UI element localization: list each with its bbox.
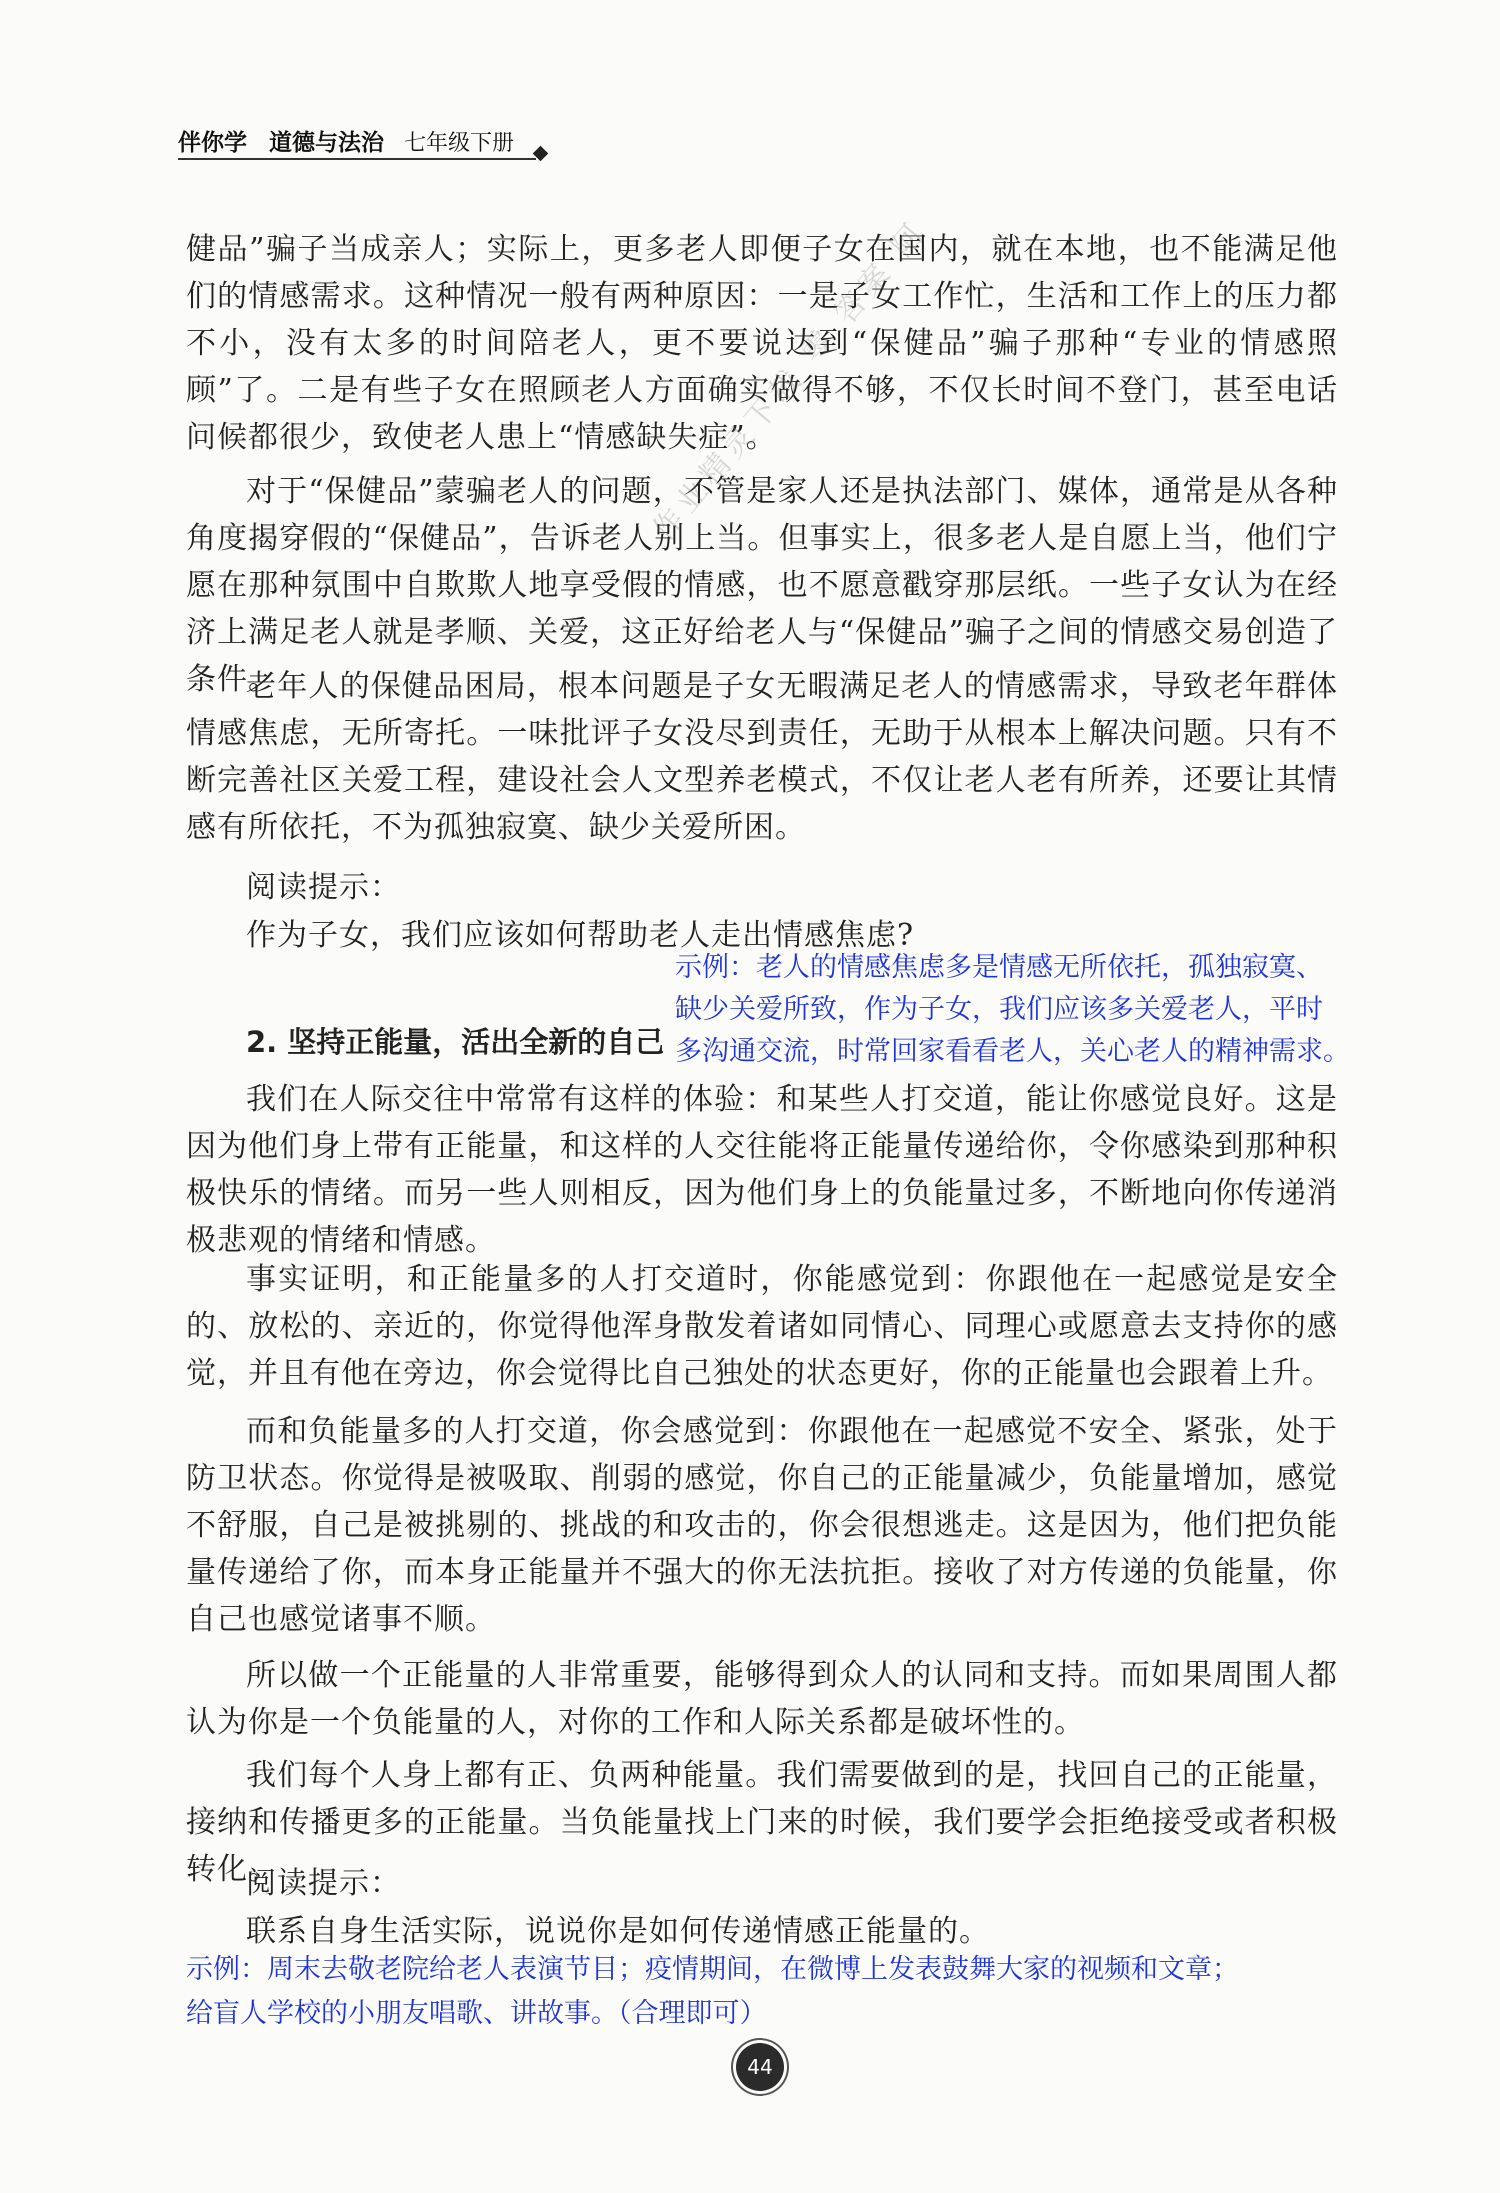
grade-name: 七年级下册 xyxy=(404,131,515,156)
watermark: 作业精灵下载 零 答案 阿 xyxy=(646,213,935,548)
answer-1-line-1: 示例：老人的情感焦虑多是情感无所依托，孤独寂寞、 xyxy=(675,952,1323,983)
page-number: 44 xyxy=(736,2043,784,2091)
section-heading-2: 2. 坚持正能量，活出全新的自己 xyxy=(246,1025,665,1059)
answer-2-line-2: 给盲人学校的小朋友唱歌、讲故事。（合理即可） xyxy=(186,1998,767,2029)
paragraph-2: 对于“保健品”蒙骗老人的问题，不管是家人还是执法部门、媒体，通常是从各种角度揭穿假的“保健品”，告诉老人别上当。但事实上，很多老人是自愿上当，他们宁愿在那种氛围中自欺欺人地享受假的情感，也不愿意戳穿那层纸。一些子女认为在经济上满足老人就是孝顺、关爱，这正好给老人与“保健品”骗子之间的情感交易创造了条件。 xyxy=(186,474,1338,697)
answer-1-line-2: 缺少关爱所致，作为子女，我们应该多关爱老人，平时 xyxy=(675,994,1323,1025)
paragraph-4: 我们在人际交往中常常有这样的体验：和某些人打交道，能让你感觉良好。这是因为他们身上带有正能量，和这样的人交往能将正能量传递给你，令你感染到那种积极快乐的情绪。而另一些人则相反，因为他们身上的负能量过多，不断地向你传递消极悲观的情绪和情感。 xyxy=(186,1082,1338,1258)
paragraph-1: 健品”骗子当成亲人；实际上，更多老人即便子女在国内，就在本地，也不能满足他们的情感需求。这种情况一般有两种原因：一是子女工作忙，生活和工作上的压力都不小，没有太多的时间陪老人，更不要说达到“保健品”骗子那种“专业的情感照顾”了。二是有些子女在照顾老人方面确实做得不够，不仅长时间不登门，甚至电话问候都很少，致使老人患上“情感缺失症”。 xyxy=(186,232,1338,455)
subject-name: 道德与法治 xyxy=(269,130,384,156)
paragraph-3: 老年人的保健品困局，根本问题是子女无暇满足老人的情感需求，导致老年群体情感焦虑，无所寄托。一味批评子女没尽到责任，无助于从根本上解决问题。只有不断完善社区关爱工程，建设社会人文型养老模式，不仅让老人老有所养，还要让其情感有所依托，不为孤独寂寞、缺少关爱所困。 xyxy=(186,669,1338,845)
answer-2-line-1: 示例：周末去敬老院给老人表演节目；疫情期间，在微博上发表鼓舞大家的视频和文章； xyxy=(186,1954,1239,1985)
answer-1-line-3: 多沟通交流，时常回家看看老人，关心老人的精神需求。 xyxy=(675,1036,1350,1067)
paragraph-8: 我们每个人身上都有正、负两种能量。我们需要做到的是，找回自己的正能量，接纳和传播更多的正能量。当负能量找上门来的时候，我们要学会拒绝接受或者积极转化。 xyxy=(186,1758,1338,1887)
reading-hint-label-2: 阅读提示： xyxy=(246,1866,401,1901)
reading-hint-label-1: 阅读提示： xyxy=(246,870,401,905)
header-rule xyxy=(178,158,536,160)
paragraph-5: 事实证明，和正能量多的人打交道时，你能感觉到：你跟他在一起感觉是安全的、放松的、亲近的，你觉得他浑身散发着诸如同情心、同理心或愿意去支持你的感觉，并且有他在旁边，你会觉得比自己独处的状态更好，你的正能量也会跟着上升。 xyxy=(186,1262,1338,1391)
paragraph-7: 所以做一个正能量的人非常重要，能够得到众人的认同和支持。而如果周围人都认为你是一个负能量的人，对你的工作和人际关系都是破坏性的。 xyxy=(186,1658,1338,1740)
paragraph-6: 而和负能量多的人打交道，你会感觉到：你跟他在一起感觉不安全、紧张，处于防卫状态。你觉得是被吸取、削弱的感觉，你自己的正能量减少，负能量增加，感觉不舒服，自己是被挑剔的、挑战的和攻击的，你会很想逃走。这是因为，他们把负能量传递给了你，而本身正能量并不强大的你无法抗拒。接收了对方传递的负能量，你自己也感觉诸事不顺。 xyxy=(186,1414,1338,1637)
page-header xyxy=(178,124,514,157)
series-name: 伴你学 xyxy=(178,130,247,156)
reading-hint-question-2: 联系自身生活实际，说说你是如何传递情感正能量的。 xyxy=(246,1914,990,1949)
reading-hint-question-1: 作为子女，我们应该如何帮助老人走出情感焦虑? xyxy=(246,918,915,953)
